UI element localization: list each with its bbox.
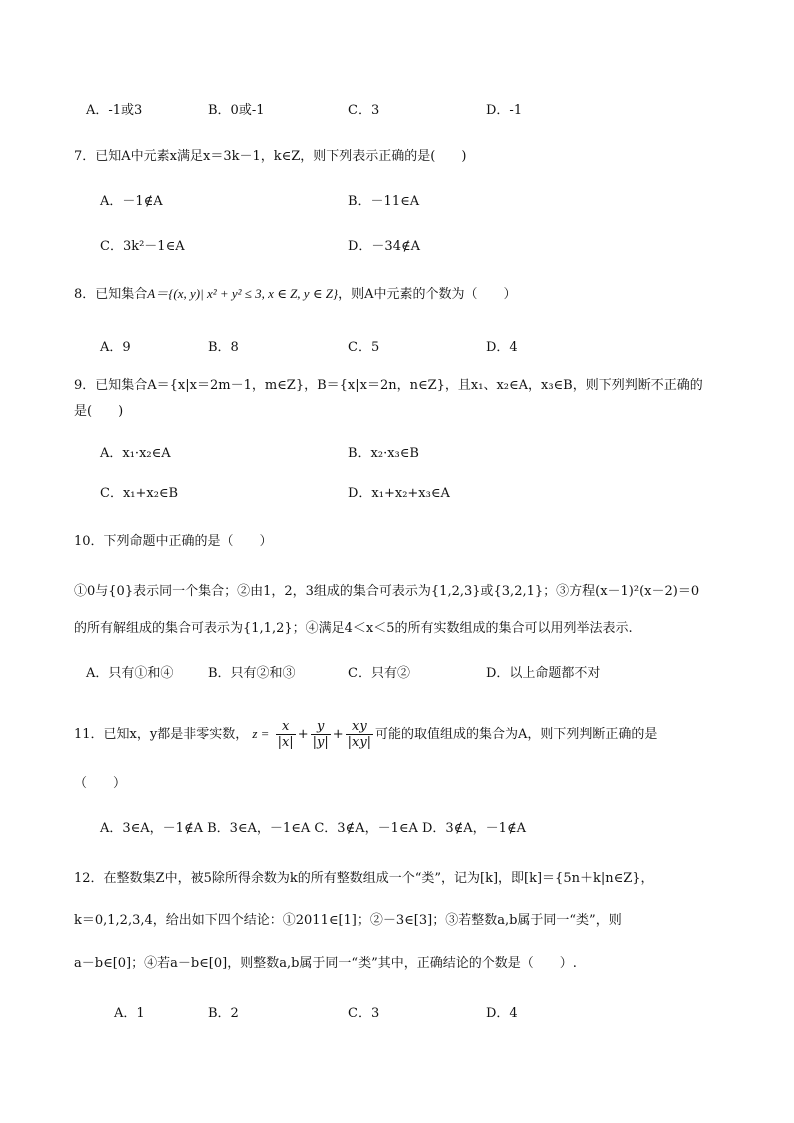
q10-statements-line1: ①0与{0}表示同一个集合；②由1，2，3组成的集合可表示为{1,2,3}或{3,2,1}；③方程(x－1)²(x－2)＝0	[74, 584, 700, 599]
q10-option-d: D．以上命题都不对	[486, 666, 601, 681]
q10-option-c: C．只有②	[348, 666, 410, 681]
q8-option-c: C．5	[348, 340, 380, 355]
q11-prefix: 11．已知x，y都是非零实数，	[74, 727, 249, 742]
q12-stem-line1: 12．在整数集Z中，被5除所得余数为k的所有整数组成一个“类”，记为[k]，即[k]＝{5n＋k|n∈Z}，	[74, 871, 654, 886]
q8-prefix: 8．已知集合	[74, 287, 148, 302]
q12-option-b: B．2	[208, 1006, 239, 1021]
q11-suffix: 可能的取值组成的集合为A，则下列判断正确的是	[375, 727, 658, 742]
q12-stem-line3: a－b∈[0]；④若a－b∈[0]，则整数a,b属于同一“类”其中，正确结论的个数是（ ）.	[74, 956, 577, 971]
q8-stem	[74, 285, 517, 304]
q7-option-c: C．3k²－1∈A	[100, 239, 185, 254]
q8-option-b: B．8	[208, 340, 239, 355]
q11-options: A．3∈A，－1∉A B．3∈A，－1∈A C．3∉A，－1∈A D．3∉A，－1∉A	[100, 821, 526, 836]
q11-fraction-x: $\frac{x}{|x|}$	[277, 718, 294, 750]
q7-option-d: D．－34∉A	[348, 239, 420, 254]
q9-stem-line2: 是( )	[74, 404, 124, 419]
q9-option-d: D．x₁+x₂+x₃∈A	[348, 486, 450, 501]
q9-option-b: B．x₂·x₃∈B	[348, 446, 419, 461]
q6-option-d: D．-1	[486, 103, 523, 118]
q12-option-a: A．1	[114, 1006, 145, 1021]
q6-option-c: C．3	[348, 103, 380, 118]
q8-option-d: D．4	[486, 340, 518, 355]
q11-z-equals: z =	[252, 726, 270, 741]
q10-stem: 10．下列命题中正确的是（ ）	[74, 534, 273, 549]
q8-option-a: A．9	[100, 340, 131, 355]
q12-option-c: C．3	[348, 1006, 380, 1021]
q10-statements-line2: 的所有解组成的集合可表示为{1,1,2}；④满足4＜x＜5的所有实数组成的集合可以用列举法表示.	[74, 621, 633, 636]
q8-set-expression: A＝{(x, y)| x² + y² ≤ 3, x ∈ Z, y ∈ Z}	[147, 286, 339, 301]
q10-option-b: B．只有②和③	[208, 666, 296, 681]
q9-option-c: C．x₁+x₂∈B	[100, 486, 179, 501]
q11-stem: 11．已知x，y都是非零实数， z = $\frac{x}{|x|}$ + $\frac{y}{|y|}$ + $\frac{xy}{|xy|}$ 可能的取值组成的集合为A，则下列判断正确的是	[74, 718, 658, 750]
q9-option-a: A．x₁·x₂∈A	[100, 446, 171, 461]
q6-option-b: B．0或-1	[208, 103, 265, 118]
q12-option-d: D．4	[486, 1006, 518, 1021]
q8-suffix: ，则A中元素的个数为（ ）	[338, 287, 517, 302]
q11-fraction-xy: $\frac{xy}{|xy|}$	[347, 718, 372, 750]
q12-stem-line2: k＝0,1,2,3,4，给出如下四个结论：①2011∈[1]；②－3∈[3]；③若整数a,b属于同一“类”，则	[74, 913, 622, 928]
q7-option-a: A．－1∉A	[100, 194, 163, 209]
q11-fraction-y: $\frac{y}{|y|}$	[312, 718, 329, 750]
q7-option-b: B．－11∈A	[348, 194, 420, 209]
q10-option-a: A．只有①和④	[86, 666, 174, 681]
q6-option-a: A．-1或3	[86, 103, 143, 118]
q7-stem: 7．已知A中元素x满足x＝3k－1，k∈Z，则下列表示正确的是( )	[74, 149, 467, 164]
q9-stem-line1: 9．已知集合A＝{x|x＝2m－1，m∈Z}，B＝{x|x＝2n，n∈Z}，且x₁、x₂∈A，x₃∈B，则下列判断不正确的	[74, 378, 703, 393]
q11-paren: （ ）	[74, 776, 127, 791]
